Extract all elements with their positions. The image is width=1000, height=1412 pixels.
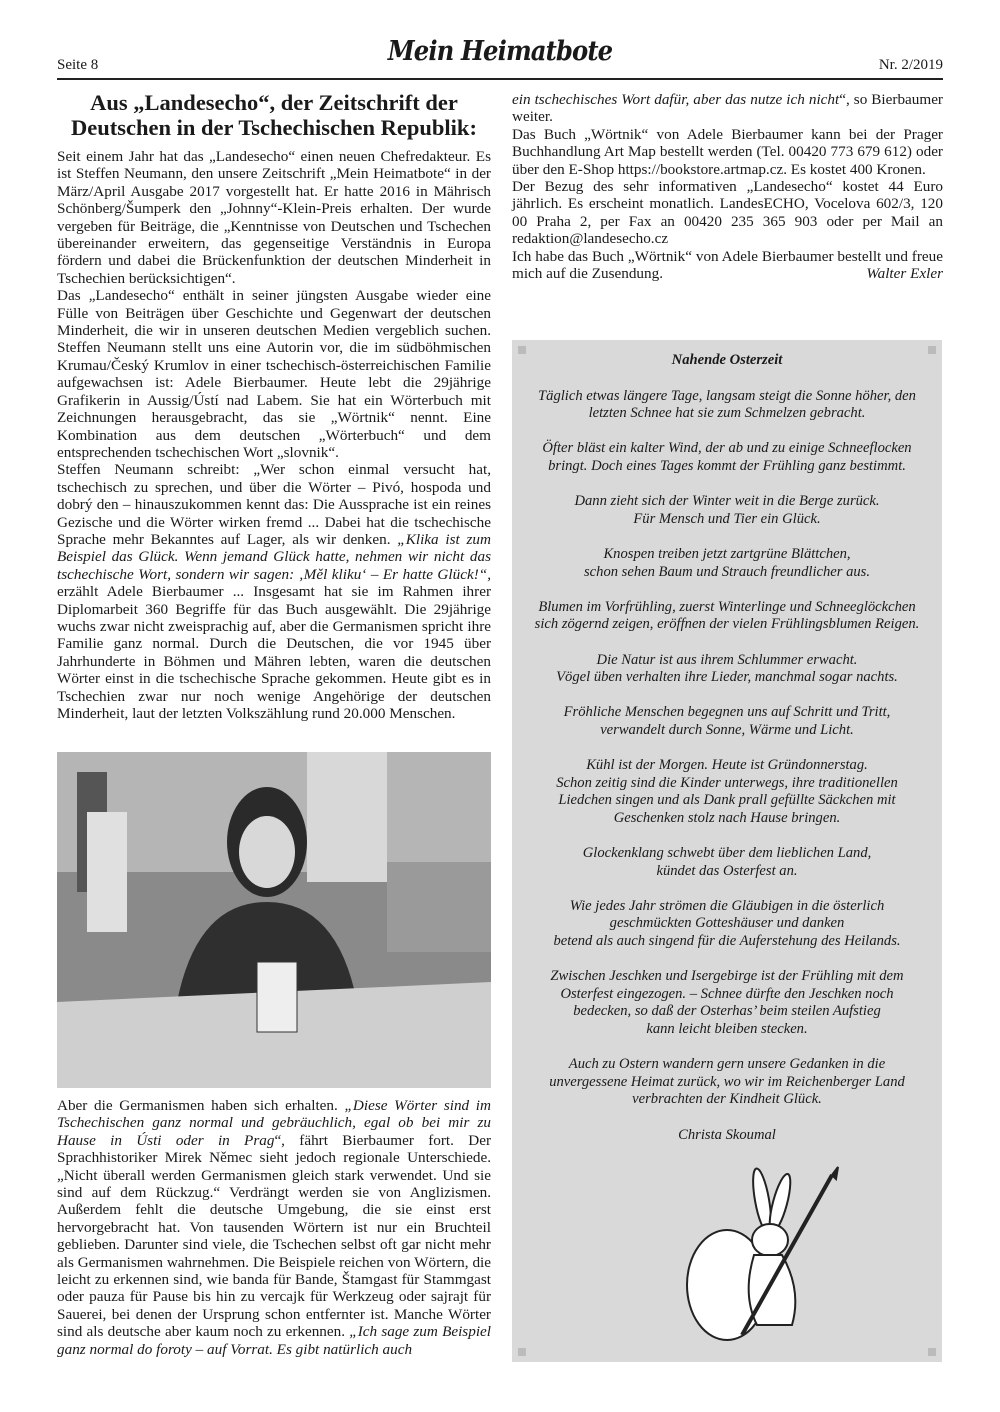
title-line: Deutschen in der Tschechischen Republik: (71, 115, 477, 140)
poem-stanza: Glockenklang schwebt über dem lieblichen Land, kündet das Osterfest an. (582, 845, 872, 879)
poem-stanza: Öfter bläst ein kalter Wind, der ab und zu einige Schneeflocken bringt. Doch eines Tages kommt der Frühling ganz bestimmt. (542, 440, 912, 474)
corner-ornament (518, 346, 526, 354)
paragraph: Das Buch „Wörtnik“ von Adele Bierbaumer kann bei der Prager Buchhandlung Art Map bestellt werden (Tel. 00420 773 679 612) oder über den E-Shop https://bookstore.artmap.cz. Es kostet 400 Kronen. (512, 125, 943, 178)
poem-author: Christa Skoumal (678, 1126, 776, 1143)
paragraph (57, 1097, 491, 1358)
author-photo (57, 752, 491, 1088)
text: Ich habe das Buch „Wörtnik“ von Adele Bierbaumer bestellt und freue mich auf die Zusendung. (512, 247, 943, 283)
easter-bunny-illustration (682, 1165, 842, 1350)
issue-number: Nr. 2/2019 (878, 57, 943, 73)
paragraph (512, 91, 943, 126)
corner-ornament (518, 1348, 526, 1356)
poem-stanzas (512, 388, 942, 1109)
text: erzählt Adele Bierbaumer ... Insgesamt hat sie im Rahmen ihrer Diplomarbeit 360 Begriffe für das Buch ausgewählt. Die 29jährige wuchs zwar nicht zweisprachig auf, aber die Germanismen spricht ihre Familie ganz normal. Durch die Deutschen, die vor 1945 über Jahrhunderte in Böhmen und Mähren lebten, waren die deutschen Wörter einst in die tschechische Sprache gekommen. Heute gibt es in Tschechien zwar nur noch wenige Angehörige der deutschen Minderheit, laut der letzten Volkszählung rund 20.000 Menschen. (57, 583, 491, 722)
poem-stanza: Wie jedes Jahr strömen die Gläubigen in die österlich geschmückten Gotteshäuser und danken betend als auch singend für die Auferstehung des Heilands. (553, 897, 901, 949)
page-number: Seite 8 (57, 57, 99, 73)
quote: „Ich sage zum Beispiel ganz normal do foroty – auf Vorrat. Es gibt natürlich auch (57, 1323, 491, 1358)
header-rule (57, 78, 943, 80)
masthead-logo: Mein Heimatbote (387, 36, 613, 67)
poem-stanza: Täglich etwas längere Tage, langsam steigt die Sonne höher, den letzten Schnee hat sie zum Schmelzen gebracht. (538, 387, 916, 422)
page-header (57, 36, 943, 78)
article-title (57, 90, 491, 140)
quote: ein tschechisches Wort dafür, aber das nutze ich nicht (512, 91, 840, 108)
paragraph: Der Bezug des sehr informativen „Landesecho“ kostet 44 Euro jährlich. Es erscheint monatlich. LandesECHO, Vocelova 602/3, 120 00 Praha 2, per Fax an 00420 235 365 903 oder per Mail an redaktion@landesecho.cz (512, 178, 943, 248)
paragraph (512, 248, 943, 283)
article-column-right (512, 91, 943, 282)
quote: „Klika ist zum Beispiel das Glück. Wenn jemand Glück hatte, nehmen wir nicht das tschechische Wort, sondern wir sagen: ‚Měl kliku‘ – Er hatte Glück!“, (57, 530, 491, 583)
paragraph (57, 461, 491, 722)
paragraph: Das „Landesecho“ enthält in seiner jüngsten Ausgabe wieder eine Fülle von Beiträgen über Geschichte und Gegenwart der deutschen Minderheit, die wir in unseren deutschen Medien vergeblich suchen. Steffen Neumann stellt uns eine Autorin vor, die im südböhmischen Krumau/Český Krumlov in einer tschechisch-österreichischen Familie aufgewachsen ist: Adele Bierbaumer. Heute lebt die 29jährige Grafikerin in Aussig/Ústí nad Labem. Sie hat ein Wörterbuch mit Zeichnungen herausgebracht, das sie „Wörtnik“ nennt. Eine Kombination aus dem deutschen „Wörterbuch“ und dem entsprechenden tschechischen Wort „slovnik“. (57, 287, 491, 461)
text: “, fährt Bierbaumer fort. Der Sprachhistoriker Mirek Němec sieht jedoch regionale Unterschiede. „Nicht überall werden Germanismen gleich stark verwendet. Und sie sind auf dem Rückzug.“ Verdrängt werden sie von Anglizismen. Außerdem fehlt die deutsche Umgebung, die sie einst erst hervorgebracht hat. Von tausenden Wörtern ist nur ein Bruchteil geblieben. Darunter sind viele, die Tschechen selbst oft gar nicht mehr als Germanismen wahrnehmen. Die Beispiele reichen von Wörtern, die leicht zu erkennen sind, wie banda für Bande, Štamgast für Stammgast oder pauza für Pause bis hin zu vercajk für Werkzeug oder sajrajt für Sauerei, bei denen der Ursprung schon entfernter ist. Manche Wörter sind als deutsche aber kaum noch zu erkennen. (57, 1131, 491, 1341)
text: Aber die Germanismen haben sich erhalten. (57, 1097, 345, 1114)
text: Steffen Neumann schreibt: „Wer schon einmal versucht hat, tschechisch zu sprechen, und über die Wörter – Pivó, hospoda und dobrý den – hinauszukommen kennt das: Die Aussprache ist ein reines Gezische und die Wörter wirken fremd ... Dabei hat die tschechische Sprache mehr Bekanntes auf Lager, als wir denken. (57, 461, 491, 548)
poem-stanza: Dann zieht sich der Winter weit in die Berge zurück. Für Mensch und Tier ein Glück. (574, 493, 880, 527)
poem-stanza: Kühl ist der Morgen. Heute ist Gründonnerstag. Schon zeitig sind die Kinder unterwegs, ihre traditionellen Liedchen singen und als Dank prall gefüllte Säckchen mit Geschenken stolz nach Hause bringen. (556, 757, 898, 826)
article-column-left (57, 148, 491, 722)
article-column-left-continued (57, 1097, 491, 1358)
article-author: Walter Exler (866, 265, 943, 283)
poem-stanza: Fröhliche Menschen begegnen uns auf Schritt und Tritt, verwandelt durch Sonne, Wärme und Licht. (563, 704, 891, 738)
poem-box (512, 340, 942, 1362)
title-line: Aus „Landesecho“, der Zeitschrift der (90, 90, 458, 115)
corner-ornament (928, 1348, 936, 1356)
text: “, so Bierbaumer weiter. (512, 91, 943, 126)
poem-stanza: Zwischen Jeschken und Isergebirge ist der Frühling mit dem Osterfest eingezogen. – Schnee dürfte den Jeschken noch bedecken, so daß der Osterhas’ beim steilen Aufstieg kann leicht bleiben stecken. (550, 968, 904, 1037)
poem-stanza: Blumen im Vorfrühling, zuerst Winterlinge und Schneeglöckchen sich zögernd zeigen, eröffnen der vielen Frühlingsblumen Reigen. (534, 598, 920, 633)
poem-stanza: Knospen treiben jetzt zartgrüne Blättchen, schon sehen Baum und Strauch freundlicher aus. (583, 545, 871, 580)
quote: „Diese Wörter sind im Tschechischen ganz normal und gebräuchlich, egal ob bei mir zu Hause in Ústi oder in Prag (57, 1097, 491, 1149)
photo-illustration (57, 752, 491, 1088)
poem-title: Nahende Osterzeit (671, 352, 783, 368)
poem-stanza: Auch zu Ostern wandern gern unsere Gedanken in die unvergessene Heimat zurück, wo wir im Reichenberger Land verbrachten der Kindheit Glück. (549, 1056, 905, 1108)
poem-stanza: Die Natur ist aus ihrem Schlummer erwacht. Vögel üben verhalten ihre Lieder, manchmal sogar nachts. (556, 651, 898, 686)
paragraph: Seit einem Jahr hat das „Landesecho“ einen neuen Chefredakteur. Es ist Steffen Neumann, den unsere Zeitschrift „Mein Heimatbote“ in der März/April Ausgabe 2017 vorgestellt hat. Er hatte 2016 in Mährisch Schönberg/Šumperk den „Johnny“-Klein-Preis erhalten. Der wurde vergeben für Beiträge, die „Kenntnisse von Deutschen und Tschechen übereinander erweitern, das gegenseitige Verständnis in Europa fördern und dabei die Brückenfunktion der deutschen Minderheit in Tschechien berücksichtigen“. (57, 148, 491, 287)
corner-ornament (928, 346, 936, 354)
